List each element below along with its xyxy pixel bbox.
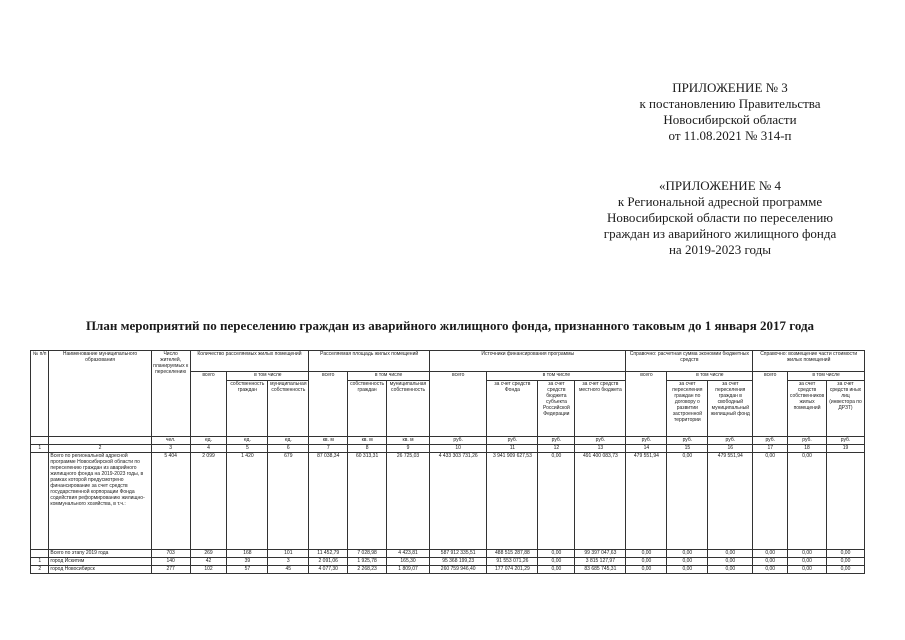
table-cell: 0,00 (538, 550, 575, 558)
table-cell: 95 368 199,23 (430, 558, 487, 566)
appendix-4-line: граждан из аварийного жилищного фонда (603, 226, 837, 241)
table-cell: 4 423,81 (387, 550, 430, 558)
col-number: 19 (826, 445, 864, 453)
area-total-header: всего (309, 372, 348, 437)
table-cell: 2 268,23 (348, 566, 387, 574)
unit-cell: ед. (268, 437, 309, 445)
compensation-group-header: Справочно: возмещение части стоимости жилых помещений (753, 351, 865, 372)
econ-total-header: всего (626, 372, 667, 437)
unit-cell (31, 437, 49, 445)
table-cell: 5 404 (151, 453, 190, 550)
table-cell: 4 433 303 731,26 (430, 453, 487, 550)
unit-cell: руб. (667, 437, 708, 445)
appendix-3-line: Новосибирской области (663, 112, 797, 127)
table-cell: 0,00 (708, 558, 753, 566)
table-cell: 0,00 (667, 550, 708, 558)
table-cell: 60 313,31 (348, 453, 387, 550)
col-number: 8 (348, 445, 387, 453)
table-cell: 102 (190, 566, 227, 574)
table-cell: 260 759 946,40 (430, 566, 487, 574)
table-cell (31, 453, 49, 550)
area-municipal-header: муниципальная собственность (387, 381, 430, 437)
table-cell: 4 077,30 (309, 566, 348, 574)
table-cell: 479 551,94 (626, 453, 667, 550)
regional-budget-header: за счет средств бюджета субъекта Российской Федерации (538, 381, 575, 437)
total-row-label: Всего по региональной адресной программе Новосибирской области по переселению граждан из аварийного жилищного фонда на 2019-2023 годы, в рамках которой предусмотрено финансирование за счет средств государственной корпорации Фонда содействия реформированию жилищно-коммунального хозяйства, в т.ч.: (49, 453, 151, 550)
table-cell: 1 (31, 558, 49, 566)
rooms-total-header: всего (190, 372, 227, 437)
col-number: 2 (49, 445, 151, 453)
table-cell: 0,00 (626, 558, 667, 566)
unit-cell: ед. (227, 437, 268, 445)
table-cell: 101 (268, 550, 309, 558)
unit-cell: руб. (788, 437, 827, 445)
table-cell: 491 400 083,73 (575, 453, 626, 550)
appendix-4-line: на 2019-2023 годы (668, 242, 772, 257)
table-cell: 587 912 335,51 (430, 550, 487, 558)
table-cell: 1 809,07 (387, 566, 430, 574)
table-cell: 0,00 (753, 566, 788, 574)
table-cell: 140 (151, 558, 190, 566)
column-numbers-row (31, 445, 865, 453)
table-cell: 0,00 (826, 550, 864, 558)
unit-cell: ед. (190, 437, 227, 445)
fund-header: за счет средств Фонда (487, 381, 538, 437)
table-cell: 1 925,78 (348, 558, 387, 566)
col-number: 9 (387, 445, 430, 453)
col-number: 18 (788, 445, 827, 453)
appendix-4-line: к Региональной адресной программе (617, 194, 823, 209)
table-cell: 0,00 (788, 550, 827, 558)
rooms-incl-header: в том числе (227, 372, 309, 381)
col-number: 6 (268, 445, 309, 453)
financing-group-header: Источники финансирования программы (430, 351, 626, 372)
table-cell: 0,00 (788, 453, 827, 550)
appendix-3-title: ПРИЛОЖЕНИЕ № 3 (672, 80, 788, 95)
comp-a-header: за счет средств собственников жилых помещений (788, 381, 827, 437)
comp-total-header: всего (753, 372, 788, 437)
table-cell: 269 (190, 550, 227, 558)
appendix-3-line: к постановлению Правительства (639, 96, 821, 111)
table-cell: 0,00 (826, 566, 864, 574)
table-cell: 0,00 (753, 550, 788, 558)
unit-cell: руб. (826, 437, 864, 445)
table-row (31, 566, 865, 574)
table-cell: 57 (227, 566, 268, 574)
col-number: 17 (753, 445, 788, 453)
header-row (31, 351, 865, 372)
unit-cell: руб. (538, 437, 575, 445)
col-number: 7 (309, 445, 348, 453)
area-incl-header: в том числе (348, 372, 430, 381)
table-cell: 3 (268, 558, 309, 566)
local-budget-header: за счет средств местного бюджета (575, 381, 626, 437)
col-number: 10 (430, 445, 487, 453)
table-cell: 0,00 (667, 558, 708, 566)
col-number: 11 (487, 445, 538, 453)
col-number: 3 (151, 445, 190, 453)
appendix-4-header (560, 178, 880, 258)
table-cell: 0,00 (788, 566, 827, 574)
total-row (31, 453, 865, 550)
table-cell: 45 (268, 566, 309, 574)
unit-cell: руб. (430, 437, 487, 445)
comp-incl-header: в том числе (788, 372, 865, 381)
table-cell: 0,00 (667, 453, 708, 550)
table-cell: 87 038,34 (309, 453, 348, 550)
table-cell: 2 099 (190, 453, 227, 550)
table-cell: 3 941 909 627,53 (487, 453, 538, 550)
fin-incl-header: в том числе (487, 372, 626, 381)
unit-cell: кв. м (348, 437, 387, 445)
unit-cell (49, 437, 151, 445)
plan-table-wrapper (30, 350, 865, 615)
table-cell: город Искитим (49, 558, 151, 566)
economy-group-header: Справочно: расчетная сумма экономии бюджетных средств (626, 351, 753, 372)
rooms-municipal-header: муниципальная собственность (268, 381, 309, 437)
econ-incl-header: в том числе (667, 372, 753, 381)
table-cell: 0,00 (753, 453, 788, 550)
col-num-header: № п/п (31, 351, 49, 437)
table-cell: 703 (151, 550, 190, 558)
table-cell: 0,00 (626, 550, 667, 558)
units-row (31, 437, 865, 445)
unit-cell: руб. (753, 437, 788, 445)
col-number: 13 (575, 445, 626, 453)
table-cell: 3 815 127,97 (575, 558, 626, 566)
table-cell (826, 453, 864, 550)
appendix-4-line: Новосибирской области по переселению (606, 210, 833, 225)
table-cell: 1 420 (227, 453, 268, 550)
table-cell: 479 551,94 (708, 453, 753, 550)
unit-cell: кв. м (387, 437, 430, 445)
appendix-3-date: от 11.08.2021 № 314-п (668, 128, 792, 143)
table-cell: 2 091,06 (309, 558, 348, 566)
table-cell: 26 725,03 (387, 453, 430, 550)
col-number: 12 (538, 445, 575, 453)
unit-cell: руб. (575, 437, 626, 445)
table-cell: 679 (268, 453, 309, 550)
table-cell: Всего по этапу 2019 года (49, 550, 151, 558)
col-number: 5 (227, 445, 268, 453)
unit-cell: руб. (708, 437, 753, 445)
table-cell: 0,00 (826, 558, 864, 566)
table-cell: 83 685 745,31 (575, 566, 626, 574)
rooms-citizens-header: собственность граждан (227, 381, 268, 437)
table-row (31, 550, 865, 558)
table-cell: 277 (151, 566, 190, 574)
table-cell: 0,00 (538, 453, 575, 550)
area-citizens-header: собственность граждан (348, 381, 387, 437)
col-number: 14 (626, 445, 667, 453)
table-cell: 177 074 201,29 (487, 566, 538, 574)
table-cell: 0,00 (538, 558, 575, 566)
col-number: 1 (31, 445, 49, 453)
unit-cell: чел. (151, 437, 190, 445)
unit-cell: руб. (626, 437, 667, 445)
econ-a-header: за счет переселения граждан по договору о развитии застроенной территории (667, 381, 708, 437)
appendix-4-title: «ПРИЛОЖЕНИЕ № 4 (658, 178, 782, 193)
table-cell: 0,00 (626, 566, 667, 574)
table-cell: город Новосибирск (49, 566, 151, 574)
col-number: 16 (708, 445, 753, 453)
table-cell: 2 (31, 566, 49, 574)
plan-table (30, 350, 865, 574)
table-row (31, 558, 865, 566)
table-cell: 0,00 (708, 566, 753, 574)
econ-b-header: за счет переселения граждан в свободный муниципальный жилищный фонд (708, 381, 753, 437)
table-cell: 168 (227, 550, 268, 558)
document-title: План мероприятий по переселению граждан из аварийного жилищного фонда, признанного таковым до 1 января 2017 года (85, 318, 815, 333)
table-cell: 0,00 (708, 550, 753, 558)
fin-total-header: всего (430, 372, 487, 437)
table-cell: 99 397 047,63 (575, 550, 626, 558)
table-cell: 39 (227, 558, 268, 566)
unit-cell: руб. (487, 437, 538, 445)
table-cell (31, 550, 49, 558)
rooms-group-header: Количество расселяемых жилых помещений (190, 351, 309, 372)
appendix-3-header (600, 80, 860, 144)
comp-b-header: за счет средств иных лиц (инвестора по ДРЗТ) (826, 381, 864, 437)
table-cell: 488 515 287,88 (487, 550, 538, 558)
table-cell: 91 553 071,26 (487, 558, 538, 566)
table-cell: 11 452,79 (309, 550, 348, 558)
table-cell: 165,30 (387, 558, 430, 566)
unit-cell: кв. м (309, 437, 348, 445)
col-number: 4 (190, 445, 227, 453)
table-cell: 0,00 (788, 558, 827, 566)
table-cell: 0,00 (667, 566, 708, 574)
table-cell: 0,00 (753, 558, 788, 566)
col-name-header: Наименование муниципального образования (49, 351, 151, 437)
table-cell: 0,00 (538, 566, 575, 574)
col-people-header: Число жителей, планируемых к переселению (151, 351, 190, 437)
area-group-header: Расселяемая площадь жилых помещений (309, 351, 430, 372)
table-cell: 7 028,98 (348, 550, 387, 558)
col-number: 15 (667, 445, 708, 453)
table-cell: 42 (190, 558, 227, 566)
